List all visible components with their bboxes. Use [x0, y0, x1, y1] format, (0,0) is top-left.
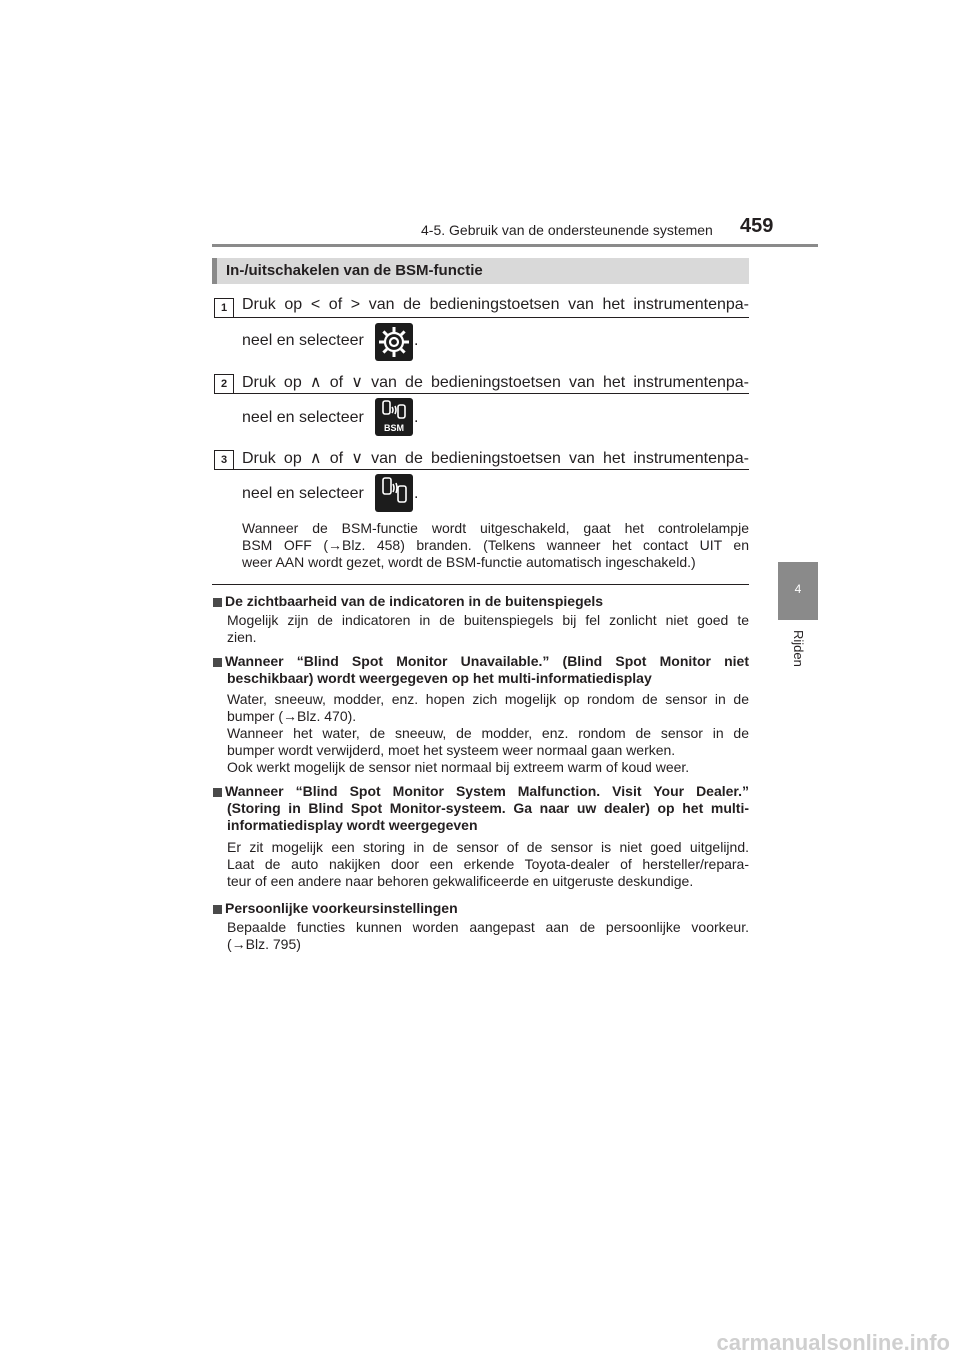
info-body-4: Bepaalde functies kunnen worden aangepast aan de persoonlijke voorkeur. (→Blz. 795): [227, 919, 749, 952]
step-3-line-2: neel en selecteer: [242, 485, 364, 502]
bsm-icon: [375, 398, 413, 436]
step-2-line-1: Druk op ∧ of ∨ van de bedieningstoetsen van het instrumentenpa-: [242, 374, 749, 391]
step-2-suffix: .: [414, 409, 419, 426]
info-heading-2: Wanneer “Blind Spot Monitor Unavailable.” (Blind Spot Monitor niet beschikbaar) wordt weergegeven op het multi-informatiedisplay: [225, 653, 749, 686]
info-body-2: Water, sneeuw, modder, enz. hopen zich mogelijk op rondom de sensor in de bumper (→Blz. 470). Wanneer het water, de sneeuw, de modder, enz. rondom de sensor in de bumper wordt verwijderd, moet het systeem weer normaal gaan werken. Ook werkt mogelijk de sensor niet normaal bij extreem warm of koud weer.: [227, 691, 749, 775]
step-2-line-2: neel en selecteer: [242, 409, 364, 426]
info-heading-1: De zichtbaarheid van de indicatoren in de buitenspiegels: [225, 593, 604, 609]
step-badge-2: 2: [214, 374, 234, 394]
header-title: 4-5. Gebruik van de ondersteunende systemen: [421, 222, 713, 238]
watermark: carmanualsonline.info: [716, 1330, 950, 1355]
step-rule-3: [214, 469, 749, 470]
section-header: [212, 258, 749, 284]
bullet-square-icon: [213, 905, 222, 914]
bsm-vehicles-icon: [375, 474, 413, 512]
step-badge-3: 3: [214, 450, 234, 470]
step-3-suffix: .: [414, 485, 419, 502]
header-divider: [212, 244, 818, 247]
bullet-square-icon: [213, 658, 222, 667]
section-divider: [212, 584, 749, 585]
step-1-line-1: Druk op < of > van de bedieningstoetsen van het instrumentenpa-: [242, 296, 749, 313]
info-body-1: Mogelijk zijn de indicatoren in de buitenspiegels bij fel zonlicht niet goed te zien.: [227, 612, 749, 645]
step-badge-1: 1: [214, 298, 234, 318]
bsm-icon-label: BSM: [384, 423, 404, 433]
page-number: 459: [740, 215, 774, 237]
bullet-square-icon: [213, 598, 222, 607]
info-heading-3: Wanneer “Blind Spot Monitor System Malfunction. Visit Your Dealer.” (Storing in Blind Spot Monitor-systeem. Ga naar uw dealer) op het multi- informatiedisplay wordt weergegeven: [225, 783, 749, 833]
step-rule-1: [214, 317, 749, 318]
chapter-name: [779, 630, 819, 680]
step-3-note: Wanneer de BSM-functie wordt uitgeschakeld, gaat het controlelampje BSM OFF (→Blz. 458) branden. (Telkens wanneer het contact UIT en weer AAN wordt gezet, wordt de BSM-functie automatisch ingeschakeld.): [242, 520, 749, 570]
step-1-line-2: neel en selecteer: [242, 332, 364, 349]
chapter-tab: [778, 562, 818, 620]
step-1-suffix: .: [414, 332, 419, 349]
gear-settings-icon: [375, 323, 413, 361]
section-title: In-/uitschakelen van de BSM-functie: [226, 262, 483, 279]
bullet-square-icon: [213, 788, 222, 797]
section-stripe: [212, 258, 217, 284]
info-body-3: Er zit mogelijk een storing in de sensor of de sensor is niet goed uitgelijnd. Laat de auto nakijken door een erkende Toyota-dealer of hersteller/repara- teur of een andere naar behoren gekwalificeerde en uitgeruste deskundige.: [227, 839, 749, 889]
step-rule-2: [214, 393, 749, 394]
chapter-number: 4: [794, 582, 802, 596]
info-heading-4: Persoonlijke voorkeursinstellingen: [225, 900, 458, 916]
step-3-line-1: Druk op ∧ of ∨ van de bedieningstoetsen van het instrumentenpa-: [242, 450, 749, 467]
chapter-name-label: Rijden: [791, 630, 806, 667]
